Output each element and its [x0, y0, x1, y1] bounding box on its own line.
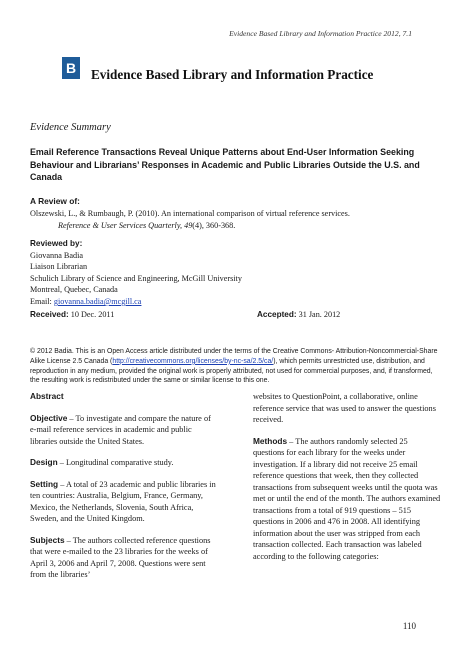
reviewer-location: Montreal, Quebec, Canada — [30, 285, 118, 295]
subjects-label: Subjects — [30, 534, 65, 545]
received-label: Received: — [30, 310, 69, 319]
reviewer-block — [30, 238, 242, 308]
methods-label: Methods — [253, 435, 288, 446]
received-value: 10 Dec. 2011 — [68, 310, 115, 319]
reviewer-email-line — [30, 296, 242, 308]
design-text: – Longitudinal comparative study. — [57, 458, 174, 467]
methods-paragraph — [253, 436, 441, 563]
journal-logo — [62, 57, 80, 79]
citation-issue: (4), 360-368. — [192, 220, 236, 230]
objective-paragraph — [30, 413, 218, 448]
reviewer-heading: Reviewed by: — [30, 239, 83, 248]
reviewer-library: Schulich Library of Science and Engineering, McGill University — [30, 273, 242, 283]
methods-text: – The authors randomly selected 25 questions for each library for the weeks under investigation. If a library did not receive 25 email reference questions that week, then they collected transactions from subsequent weeks until the quota was met or until the end of the month. The authors examined transactions from a total of 919 questions – 515 questions in 2006 and 476 in 2008. All identifying information about the user was stripped from each transaction collected. Each transaction was labeled according to the following categories: — [253, 436, 441, 561]
citation-source — [30, 220, 350, 232]
accepted-value: 31 Jan. 2012 — [296, 310, 341, 319]
setting-text: – A total of 23 academic and public libraries in ten countries: Australia, Belgium, France, Germany, Mexico, the Netherlands, Slovenia, South Africa, Sweden, and the United Kingdom. — [30, 479, 216, 523]
reviewer-email-link[interactable]: giovanna.badia@mcgill.ca — [53, 296, 142, 306]
license-text-end: ), which permits unrestricted use, distribution, and reproduction in any medium, provided the original work is properly attributed, not used for commercial purposes, and, if transformed, the resulting work is redistributed under the same or similar license to this one. — [30, 357, 433, 385]
license-text-start: © 2012 Badia. This is an Open Access article distributed under the terms of the Creative Commons- Attribution-Noncommercial-Share Alike License 2.5 Canada ( — [30, 348, 438, 365]
review-heading: A Review of: — [30, 196, 80, 206]
page-number: 110 — [402, 621, 416, 631]
abstract-right-column — [253, 391, 441, 572]
license-notice — [30, 347, 444, 386]
design-paragraph — [30, 457, 218, 469]
subjects-text: – The authors collected reference questions that were e-mailed to the 23 libraries for the weeks of April 3, 2006 and April 7, 2008. Questions were sent from the libraries’ — [30, 535, 211, 579]
abstract-heading: Abstract — [30, 391, 64, 401]
subjects-paragraph — [30, 535, 218, 581]
license-link[interactable]: http://creativecommons.org/licenses/by-nc-sa/2.5/ca/ — [112, 357, 274, 365]
journal-title: Evidence Based Library and Information Practice — [91, 67, 374, 82]
accepted-date — [257, 310, 340, 319]
section-label: Evidence Summary — [30, 122, 111, 133]
reviewer-name: Giovanna Badia — [30, 250, 83, 260]
logo-letter: B — [65, 60, 77, 76]
objective-label: Objective — [30, 412, 68, 423]
subjects-continued: websites to QuestionPoint, a collaborative, online reference service that was used to answer the questions received. — [253, 392, 436, 424]
design-label: Design — [30, 457, 58, 467]
reviewer-title: Liaison Librarian — [30, 262, 88, 272]
review-citation — [30, 208, 350, 231]
citation-line: Olszewski, L., & Rumbaugh, P. (2010). An international comparison of virtual reference services. — [30, 209, 350, 218]
citation-journal: Reference & User Services Quarterly, 49 — [58, 220, 193, 230]
objective-text: – To investigate and compare the nature of e-mail reference services in academic and public libraries outside the United States. — [30, 413, 211, 446]
setting-label: Setting — [30, 478, 59, 489]
received-date — [30, 310, 114, 319]
article-title: Email Reference Transactions Reveal Unique Patterns about End-User Information Seeking Behaviour and Librarians’ Responses in Academic and Public Libraries Outside the U.S. and Canada — [30, 147, 420, 182]
accepted-label: Accepted: — [257, 310, 297, 319]
running-header: Evidence Based Library and Information Practice 2012, 7.1 — [229, 29, 412, 38]
setting-paragraph — [30, 479, 218, 525]
abstract-left-column — [30, 391, 218, 591]
email-label: Email: — [30, 296, 54, 306]
